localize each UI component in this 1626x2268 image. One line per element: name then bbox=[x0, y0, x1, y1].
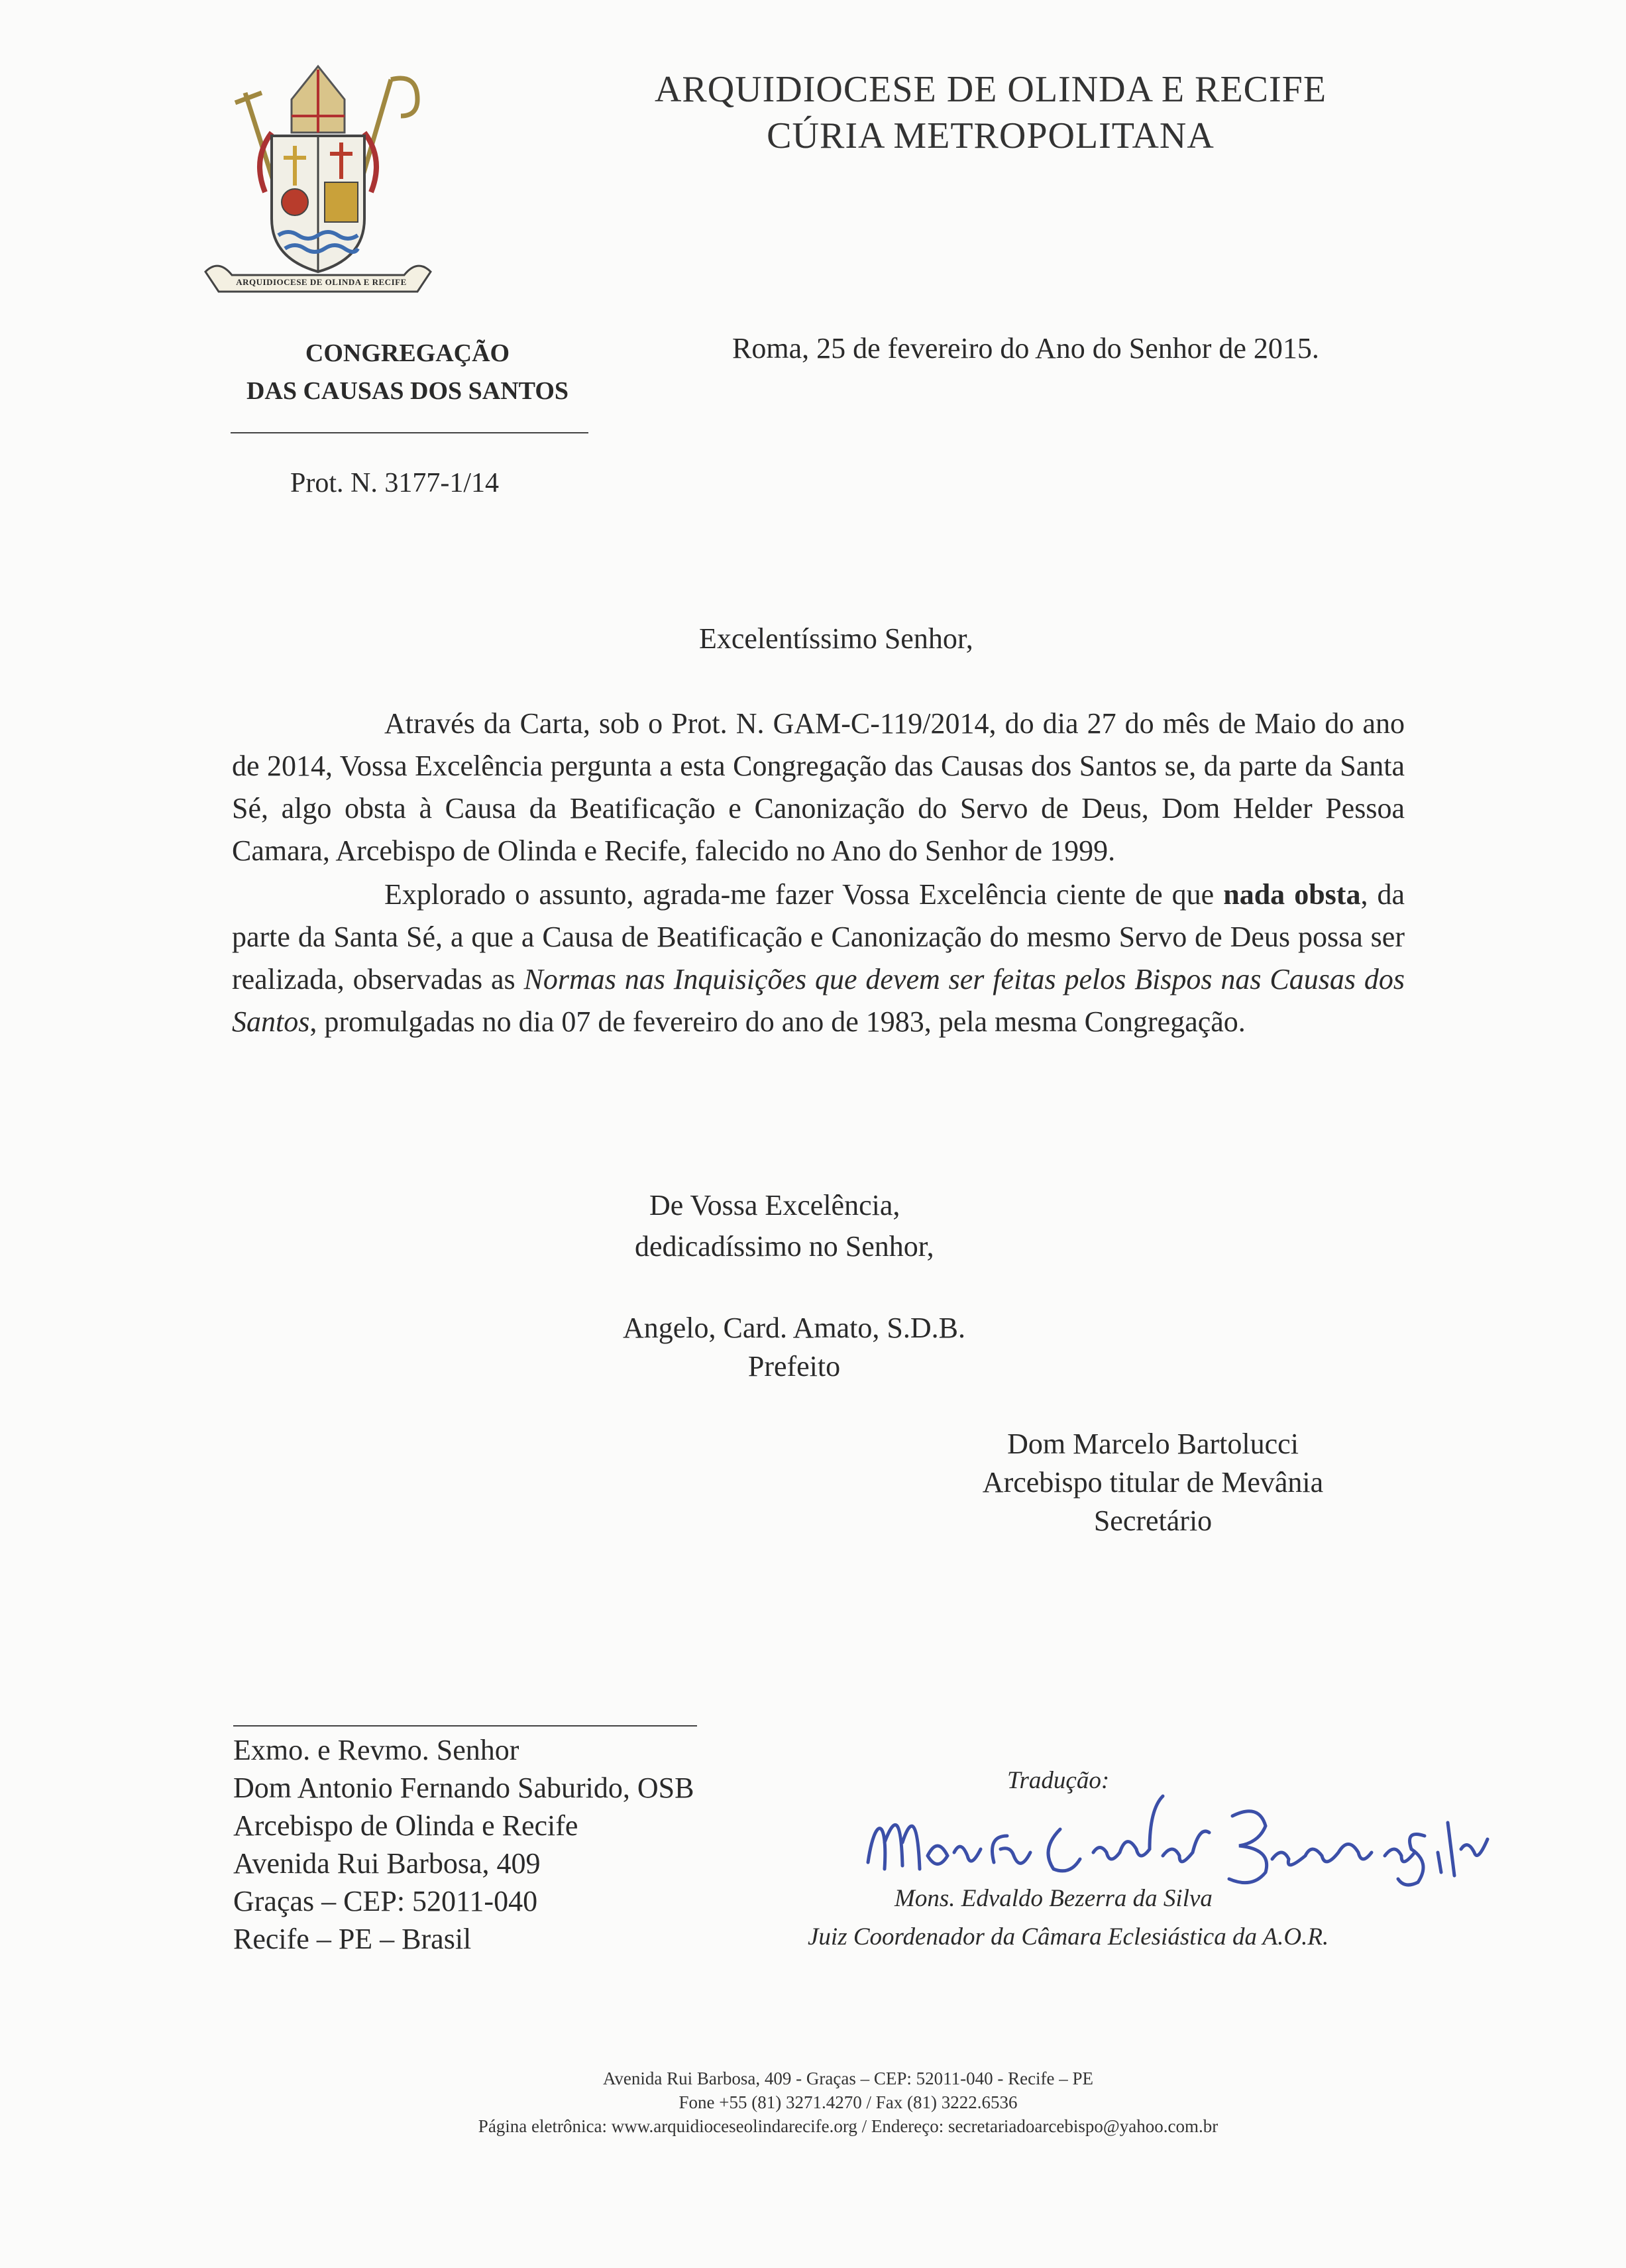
addressee-divider bbox=[233, 1725, 697, 1727]
department-heading bbox=[219, 335, 596, 410]
addressee-line-6: Recife – PE – Brasil bbox=[233, 1923, 472, 1955]
footer-web: Página eletrônica: www.arquidioceseolindarecife.org / Endereço: secretariadoarcebispo@yahoo.com.br bbox=[478, 2116, 1219, 2136]
translation-label: Tradução: bbox=[1007, 1767, 1110, 1794]
secretary-role: Secretário bbox=[1093, 1504, 1213, 1537]
department-divider bbox=[231, 432, 588, 433]
footer-address: Avenida Rui Barbosa, 409 - Graças – CEP: 52011-040 - Recife – PE bbox=[602, 2069, 1094, 2088]
translator-handwritten-signature bbox=[861, 1789, 1497, 1909]
addressee-line-3: Arcebispo de Olinda e Recife bbox=[233, 1809, 578, 1842]
addressee-line-4: Avenida Rui Barbosa, 409 bbox=[233, 1847, 541, 1880]
secretary-name: Dom Marcelo Bartolucci bbox=[1007, 1428, 1299, 1460]
paragraph-2-italic: Normas nas Inquisições que devem ser feitas pelos Bispos nas Causas dos Santos bbox=[232, 963, 1405, 1038]
addressee-line-1: Exmo. e Revmo. Senhor bbox=[233, 1734, 519, 1766]
paragraph-2-bold: nada obsta bbox=[1223, 878, 1361, 911]
body-paragraph-2 bbox=[232, 874, 1405, 1043]
closing bbox=[635, 1185, 1047, 1267]
addressee-block bbox=[233, 1731, 694, 1958]
paragraph-2-part-3: , promulgadas no dia 07 de fevereiro do ano de 1983, pela mesma Congregação. bbox=[309, 1005, 1246, 1038]
letterhead-line-1: ARQUIDIOCESE DE OLINDA E RECIFE bbox=[654, 69, 1327, 110]
prefect-name: Angelo, Card. Amato, S.D.B. bbox=[623, 1312, 965, 1344]
letterhead-title bbox=[543, 66, 1438, 159]
addressee-line-5: Graças – CEP: 52011-040 bbox=[233, 1885, 538, 1917]
crest-banner-text: ARQUIDIOCESE DE OLINDA E RECIFE bbox=[236, 277, 407, 287]
secretary-signature-block bbox=[908, 1425, 1398, 1540]
prefect-signature-block bbox=[623, 1309, 965, 1386]
secretary-title: Arcebispo titular de Mevânia bbox=[982, 1466, 1324, 1499]
department-line-1: CONGREGAÇÃO bbox=[305, 339, 510, 367]
footer-phone: Fone +55 (81) 3271.4270 / Fax (81) 3222.6536 bbox=[678, 2092, 1018, 2112]
crest-shield-icon bbox=[192, 53, 444, 305]
letterhead-footer bbox=[417, 2067, 1279, 2138]
closing-line-1: De Vossa Excelência, bbox=[649, 1189, 900, 1221]
department-line-2: DAS CAUSAS DOS SANTOS bbox=[246, 377, 569, 405]
prefect-title: Prefeito bbox=[747, 1350, 841, 1383]
archdiocese-crest bbox=[192, 53, 444, 305]
paragraph-2-part-1: Explorado o assunto, agrada-me fazer Vossa Excelência ciente de que bbox=[384, 878, 1224, 911]
letter-date: Roma, 25 de fevereiro do Ano do Senhor de 2015. bbox=[732, 332, 1319, 365]
protocol-number: Prot. N. 3177-1/14 bbox=[290, 468, 499, 498]
translator-name: Mons. Edvaldo Bezerra da Silva bbox=[894, 1885, 1213, 1912]
signature-icon bbox=[861, 1789, 1497, 1909]
paragraph-2-part-2: , da parte da Santa Sé, a que a Causa de Beatificação e Canonização do mesmo Servo de Deus possa ser realizada, observadas as bbox=[232, 878, 1405, 995]
closing-line-2: dedicadíssimo no Senhor, bbox=[635, 1230, 934, 1263]
letterhead-line-2: CÚRIA METROPOLITANA bbox=[767, 115, 1215, 156]
letter-body bbox=[232, 703, 1405, 1045]
addressee-line-2: Dom Antonio Fernando Saburido, OSB bbox=[233, 1772, 694, 1804]
translator-role: Juiz Coordenador da Câmara Eclesiástica da A.O.R. bbox=[808, 1923, 1329, 1951]
salutation: Excelentíssimo Senhor, bbox=[699, 622, 973, 655]
body-paragraph-1: Através da Carta, sob o Prot. N. GAM-C-119/2014, do dia 27 do mês de Maio do ano de 2014, Vossa Excelência pergunta a esta Congregação das Causas dos Santos se, da parte da Santa Sé, algo obsta à Causa da Beatificação e Canonização do Servo de Deus, Dom Helder Pessoa Camara, Arcebispo de Olinda e Recife, falecido no Ano do Senhor de 1999. bbox=[232, 707, 1405, 867]
